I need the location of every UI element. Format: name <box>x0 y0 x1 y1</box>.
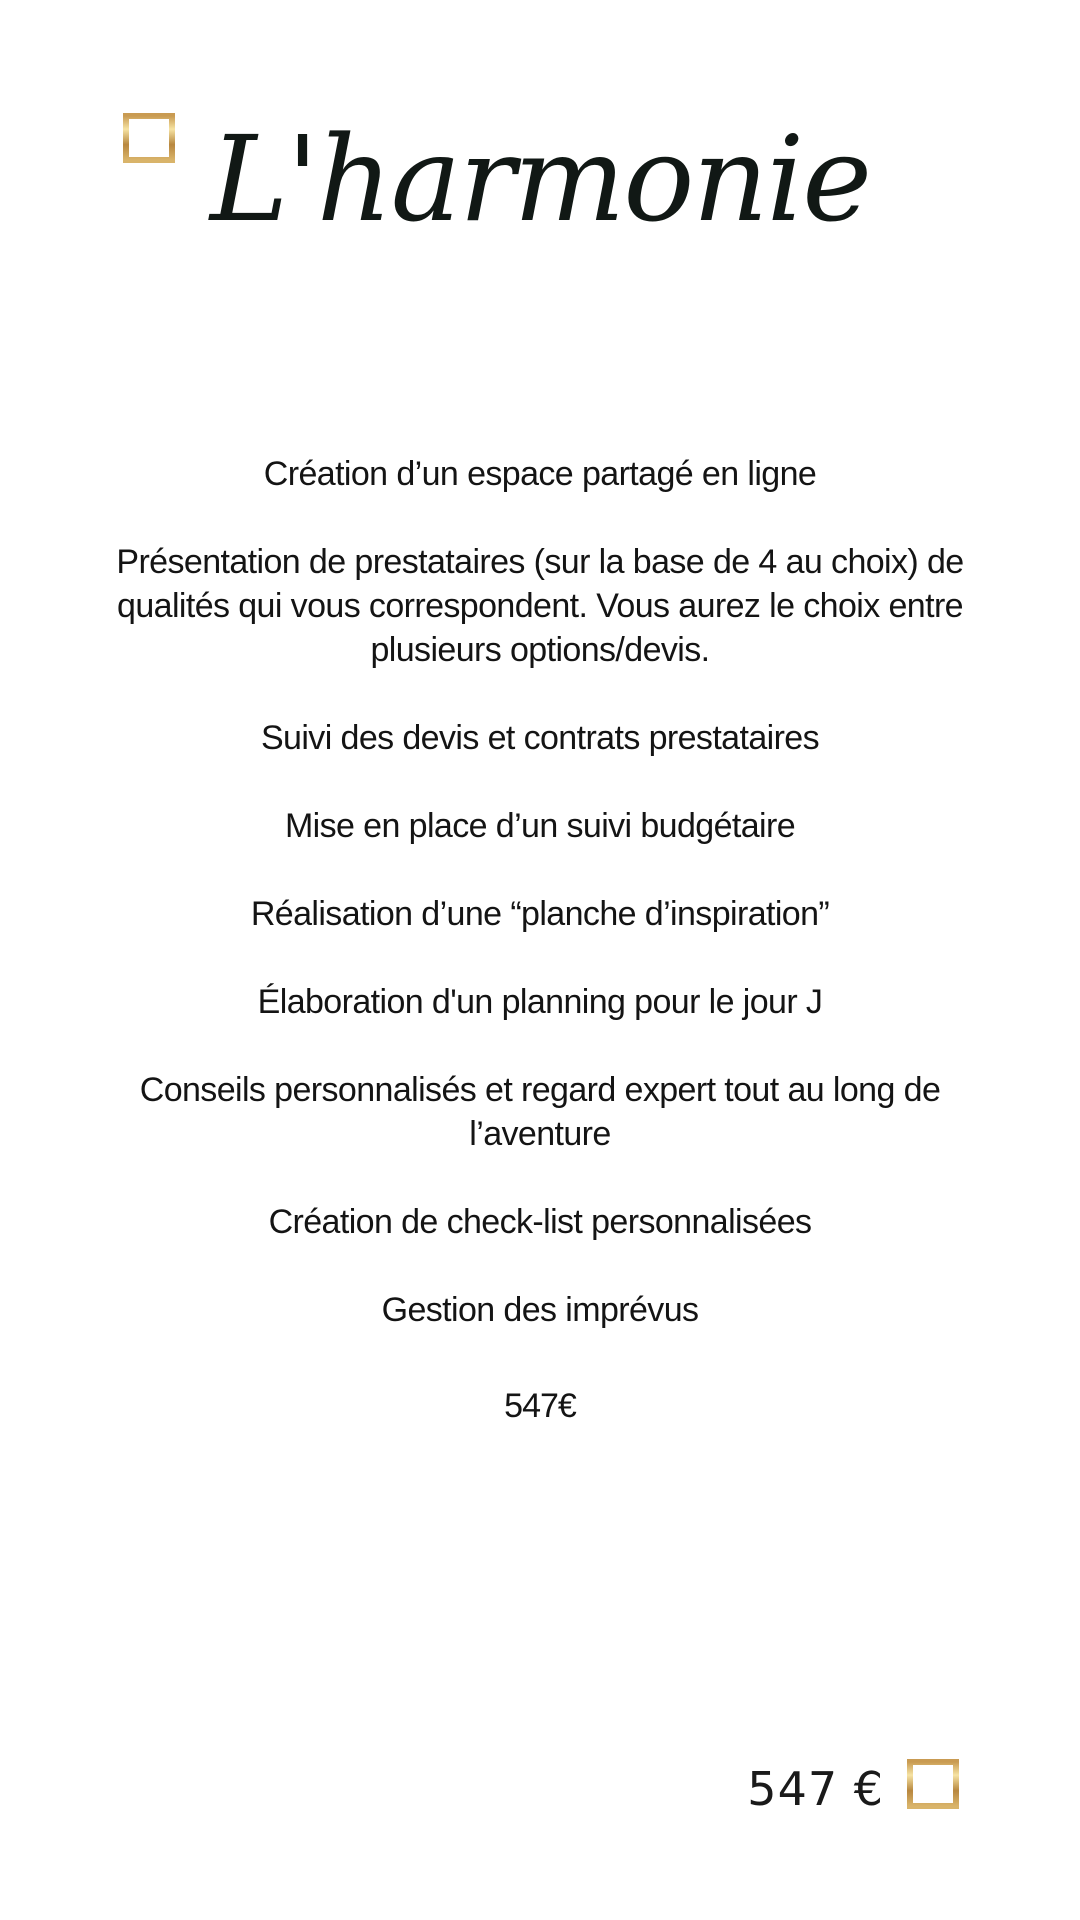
service-item: Suivi des devis et contrats prestataires <box>260 719 820 757</box>
price-tag: 547 € <box>747 1762 884 1816</box>
service-item: Élaboration d'un planning pour le jour J <box>257 983 823 1021</box>
service-item: Présentation de prestataires (sur la base de 4 au choix) de qualités qui vous correspondent. Vous aurez le choix entre plusieurs options/devis. <box>116 543 964 669</box>
service-item: Mise en place d’un suivi budgétaire <box>284 807 796 845</box>
price-text: 547€ <box>504 1387 576 1425</box>
service-item: Gestion des imprévus <box>381 1291 699 1329</box>
service-item: Réalisation d’une “planche d’inspiration” <box>250 895 830 933</box>
service-list <box>90 452 990 1376</box>
service-item: Création de check-list personnalisées <box>268 1203 812 1241</box>
menu-title: L'harmonie <box>209 110 871 248</box>
service-item: Conseils personnalisés et regard expert tout au long de l’aventure <box>139 1071 941 1153</box>
service-item: Création d’un espace partagé en ligne <box>263 455 817 493</box>
frame-square <box>910 1762 956 1806</box>
